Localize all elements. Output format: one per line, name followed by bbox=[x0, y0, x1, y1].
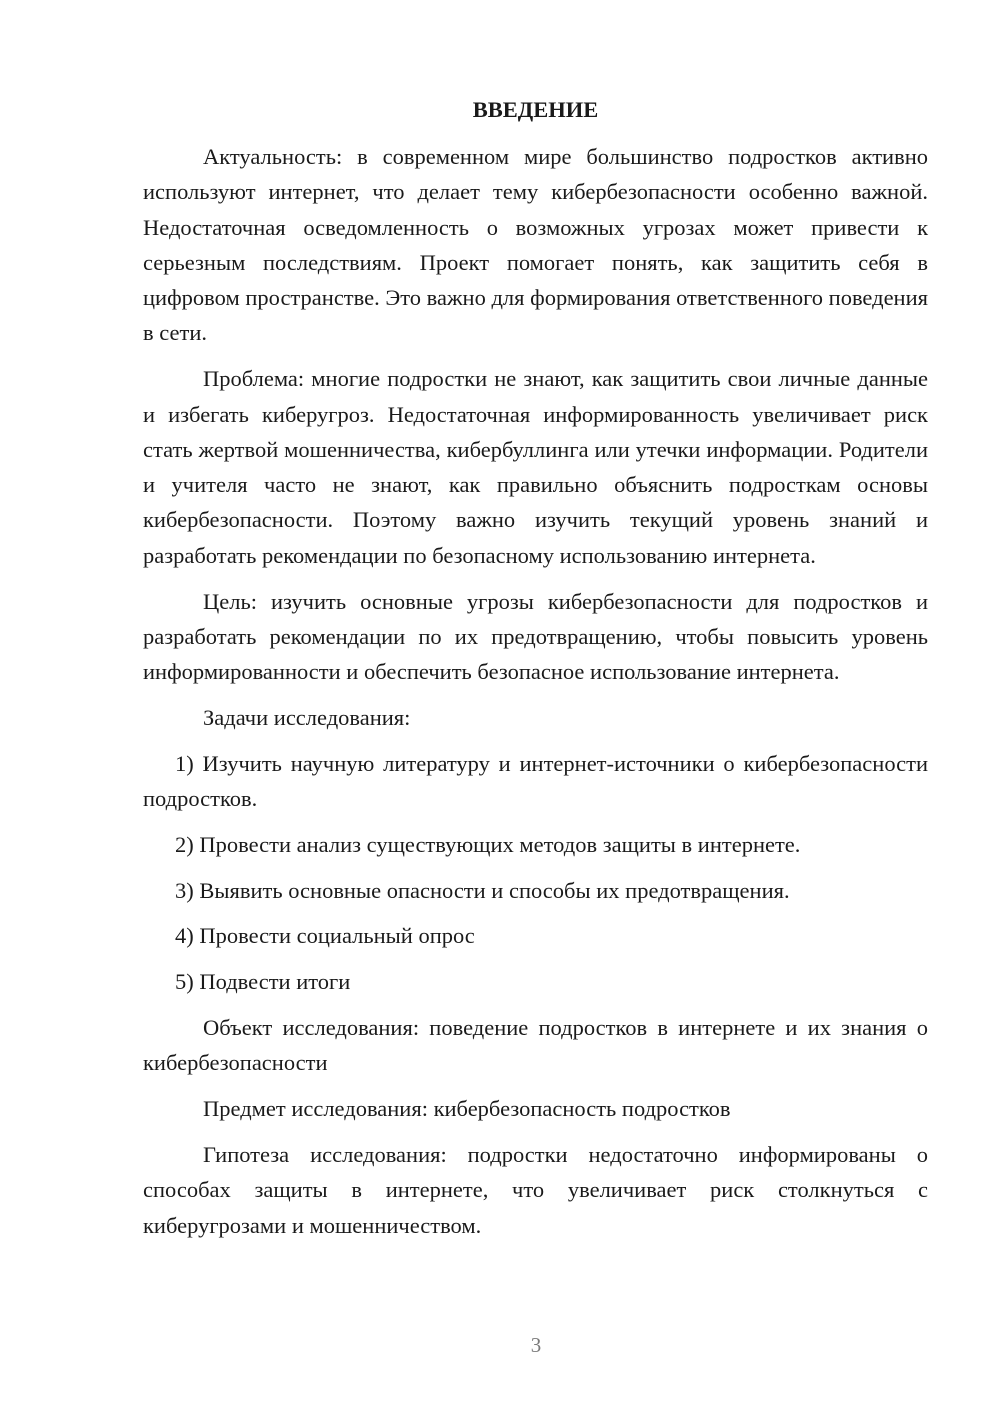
task-item: 1) Изучить научную литературу и интернет-источники о кибербезопасности подростков. bbox=[143, 750, 928, 812]
task-item: 5) Подвести итоги bbox=[175, 969, 351, 995]
task-item: 2) Провести анализ существующих методов защиты в интернете. bbox=[175, 831, 801, 857]
paragraph-relevance: Актуальность: в современном мире большинство подростков активно используют интернет, что делает тему кибербезопасности особенно важной. Недостаточная осведомленность о возможных угрозах может привести к серьезным последствиям. Проект помогает понять, как защитить себя в цифровом пространстве. Это важно для формирования ответственного поведения в сети. bbox=[143, 144, 928, 346]
paragraph-object: Объект исследования: поведение подростков в интернете и их знания о кибербезопасности bbox=[143, 1015, 928, 1076]
page-content bbox=[143, 92, 928, 1253]
page-number: 3 bbox=[530, 1333, 542, 1357]
paragraph-hypothesis: Гипотеза исследования: подростки недостаточно информированы о способах защиты в интернете, что увеличивает риск столкнуться с киберугрозами и мошенничеством. bbox=[143, 1141, 928, 1238]
paragraph-problem: Проблема: многие подростки не знают, как защитить свои личные данные и избегать киберугроз. Недостаточная информированность увеличивает риск стать жертвой мошенничества, кибербуллинга или утечки информации. Родители и учителя часто не знают, как правильно объяснить подросткам основы кибербезопасности. Поэтому важно изучить текущий уровень знаний и разработать рекомендации по безопасному использованию интернета. bbox=[143, 366, 928, 568]
task-item: 3) Выявить основные опасности и способы их предотвращения. bbox=[175, 877, 790, 903]
section-heading: ВВЕДЕНИЕ bbox=[472, 97, 599, 122]
task-item: 4) Провести социальный опрос bbox=[175, 923, 475, 949]
paragraph-goal: Цель: изучить основные угрозы кибербезопасности для подростков и разработать рекомендации по их предотвращению, чтобы повысить уровень информированности и обеспечить безопасное использование интернета. bbox=[143, 588, 928, 685]
tasks-title: Задачи исследования: bbox=[203, 704, 411, 730]
paragraph-subject: Предмет исследования: кибербезопасность подростков bbox=[203, 1096, 731, 1122]
